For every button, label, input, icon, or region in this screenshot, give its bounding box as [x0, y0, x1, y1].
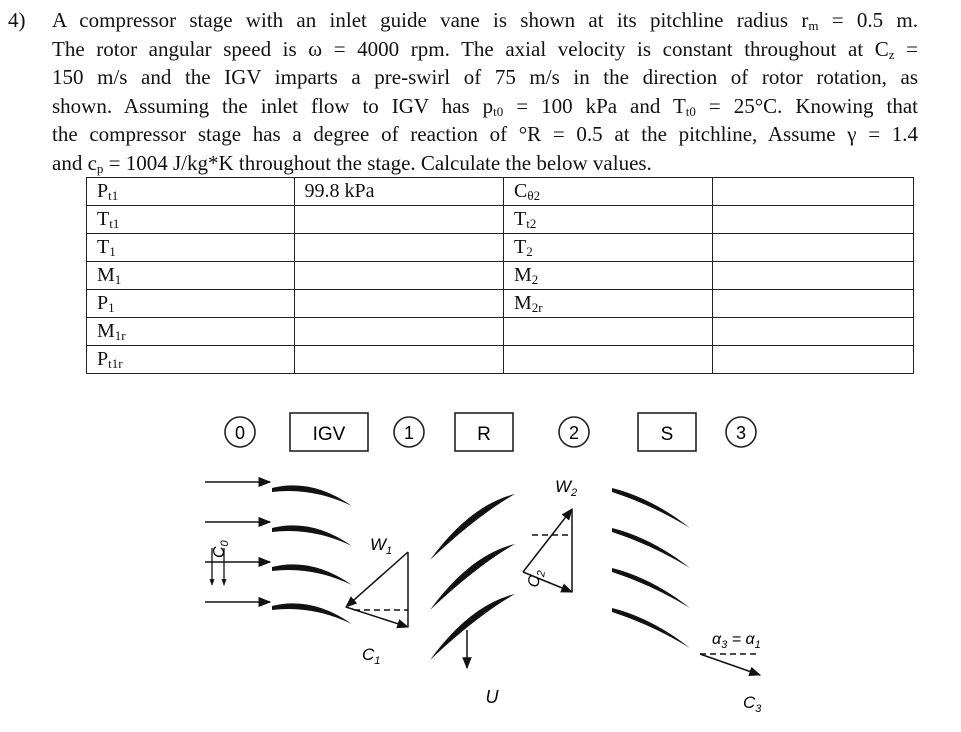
svg-text:2: 2 — [568, 423, 580, 443]
station-0-marker — [225, 417, 255, 447]
rotor-blades — [430, 494, 515, 660]
svg-text:C1: $C_1$ — [362, 645, 381, 667]
table-row — [87, 178, 914, 206]
svg-text:W1: $W_1$ — [370, 535, 393, 557]
row-label: $P_1$ — [87, 290, 295, 318]
svg-text:W2: $W_2$ — [555, 477, 578, 499]
value-cell[interactable] — [294, 318, 504, 346]
station-1-marker — [394, 417, 424, 447]
inlet-flow-arrows — [205, 482, 270, 602]
value-cell[interactable] — [712, 206, 914, 234]
igv-box — [290, 413, 368, 451]
svg-text:3: 3 — [735, 423, 747, 443]
table-row — [87, 234, 914, 262]
alpha-label — [712, 631, 761, 651]
svg-text:1: 1 — [403, 423, 415, 443]
row-label: $T_1$ — [87, 234, 295, 262]
problem-line-2: The rotor angular speed is ω = 4000 rpm. The axial velocity is constant throughout at $C_z$ = — [52, 36, 918, 62]
c0-label — [211, 539, 231, 558]
stator-blades — [612, 488, 690, 648]
row-label: $P_{t1}$ — [87, 178, 295, 206]
svg-text:C2: $C_2$ — [525, 569, 548, 589]
value-cell[interactable] — [712, 346, 914, 374]
row-label: $M_{1r}$ — [87, 318, 295, 346]
problem-line-1: A compressor stage with an inlet guide vane is shown at its pitchline radius $r_m = 0.5$ m. — [52, 8, 918, 33]
exit-flow — [700, 654, 760, 675]
row-label: $M_1$ — [87, 262, 295, 290]
problem-line-3: 150 m/s and the IGV imparts a pre-swirl of 75 m/s in the direction of rotor rotation, as — [52, 65, 918, 89]
value-cell[interactable] — [294, 206, 504, 234]
station-2-marker — [559, 417, 589, 447]
station-3-marker — [726, 417, 756, 447]
row-label: $P_{t1r}$ — [87, 346, 295, 374]
problem-line-6: and $c_p = 1004$ J/kg*K throughout the stage. Calculate the below values. — [52, 150, 652, 176]
compressor-stage-diagram — [195, 398, 775, 718]
row-label: $T_{t1}$ — [87, 206, 295, 234]
value-cell[interactable] — [294, 290, 504, 318]
table-row — [87, 290, 914, 318]
table-row — [87, 346, 914, 374]
problem-line-4: shown. Assuming the inlet flow to IGV has $p_{t0} = 100$ kPa and $T_{t0} = 25^\circ C$. Knowing that — [52, 93, 918, 119]
svg-text:C0: $C_0$ — [211, 540, 231, 558]
svg-text:0: 0 — [234, 423, 246, 443]
problem-number: 4) — [8, 8, 26, 32]
stator-box — [638, 413, 696, 451]
answer-table — [86, 177, 914, 374]
value-cell[interactable] — [712, 290, 914, 318]
table-row — [87, 262, 914, 290]
value-cell[interactable] — [712, 178, 914, 206]
problem-line-5: the compressor stage has a degree of reaction of °R = 0.5 at the pitchline, Assume γ = 1.4 — [52, 122, 918, 146]
igv-blades — [272, 485, 352, 624]
value-cell[interactable] — [712, 262, 914, 290]
problem-statement — [8, 6, 918, 177]
value-cell[interactable] — [712, 234, 914, 262]
svg-text:IGV: IGV — [312, 424, 346, 445]
row-label: $M_{2r}$ — [504, 290, 713, 318]
value-cell[interactable] — [712, 318, 914, 346]
svg-text:R: R — [477, 424, 491, 445]
row-label: $C_{\theta 2}$ — [504, 178, 713, 206]
value-cell[interactable] — [294, 262, 504, 290]
value-cell[interactable] — [294, 234, 504, 262]
svg-text:S: S — [660, 424, 674, 445]
w2-label — [555, 477, 577, 499]
table-row — [87, 206, 914, 234]
c1-label — [362, 645, 380, 667]
velocity-triangle-1 — [346, 552, 408, 627]
svg-text:α3 = α1: $\alpha_3 = \alpha_1$ — [712, 631, 761, 651]
value-cell[interactable] — [294, 346, 504, 374]
table-row — [87, 318, 914, 346]
rotor-box — [455, 413, 513, 451]
value-cell[interactable]: 99.8 kPa — [294, 178, 504, 206]
svg-text:C3: $C_3$ — [743, 693, 762, 715]
problem-text — [52, 6, 918, 177]
c3-label — [743, 693, 762, 715]
c2-label — [525, 568, 548, 589]
row-label: $M_2$ — [504, 262, 713, 290]
w1-label — [370, 535, 392, 557]
u-label — [486, 687, 500, 707]
row-label: $T_2$ — [504, 234, 713, 262]
row-label — [504, 346, 713, 374]
row-label — [504, 318, 713, 346]
svg-text:U: U — [485, 687, 499, 707]
row-label: $T_{t2}$ — [504, 206, 713, 234]
